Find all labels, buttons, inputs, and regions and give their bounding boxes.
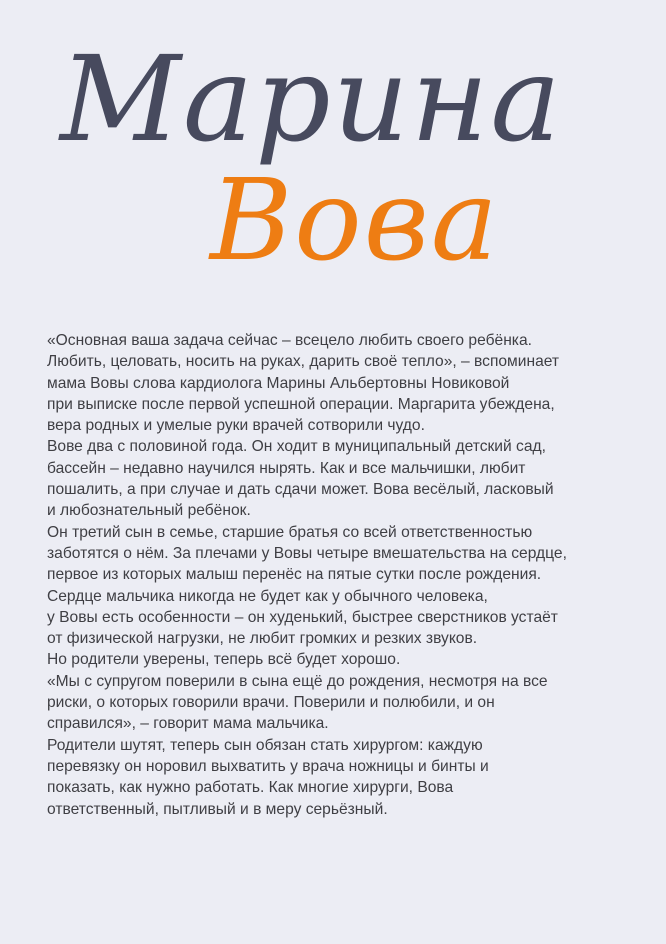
body-line: бассейн – недавно научился нырять. Как и все мальчишки, любит (47, 459, 526, 477)
title-name-vova: Вова (210, 156, 500, 286)
body-line: мама Вовы слова кардиолога Марины Альбертовны Новиковой (47, 374, 510, 392)
body-line: при выписке после первой успешной операции. Маргарита убеждена, (47, 395, 555, 413)
body-line: пошалить, а при случае и дать сдачи может. Вова весёлый, ласковый (47, 481, 554, 499)
title-name-marina: Марина (60, 30, 563, 168)
body-line: перевязку он норовил выхватить у врача ножницы и бинты и (47, 757, 489, 775)
body-line: первое из которых малыш перенёс на пятые сутки после рождения. (47, 566, 542, 584)
title-block (0, 0, 666, 310)
body-line: Вове два с половиной года. Он ходит в муниципальный детский сад, (47, 438, 546, 456)
body-line: справился», – говорит мама мальчика. (47, 715, 329, 733)
body-line: Он третий сын в семье, старшие братья со всей ответственностью (47, 523, 533, 541)
body-line: Родители шутят, теперь сын обязан стать хирургом: каждую (47, 736, 483, 754)
body-line: от физической нагрузки, не любит громких и резких звуков. (47, 630, 478, 648)
body-line: показать, как нужно работать. Как многие хирурги, Вова (47, 779, 454, 797)
body-line: заботятся о нём. За плечами у Вовы четыре вмешательства на сердце, (47, 544, 567, 562)
article-body (47, 330, 627, 820)
body-line: Сердце мальчика никогда не будет как у обычного человека, (47, 587, 488, 605)
body-line: и любознательный ребёнок. (47, 502, 251, 520)
body-line: «Основная ваша задача сейчас – всецело любить своего ребёнка. (47, 332, 532, 349)
body-line: Но родители уверены, теперь всё будет хорошо. (47, 651, 401, 669)
body-line: ответственный, пытливый и в меру серьёзный. (47, 800, 388, 818)
body-line: Любить, целовать, носить на руках, дарить своё тепло», – вспоминает (47, 353, 560, 371)
body-line: риски, о которых говорили врачи. Поверили и полюбили, и он (47, 694, 495, 712)
body-line: «Мы с супругом поверили в сына ещё до рождения, несмотря на все (47, 672, 548, 690)
body-line: у Вовы есть особенности – он худенький, быстрее сверстников устаёт (47, 608, 558, 626)
body-line: вера родных и умелые руки врачей сотворили чудо. (47, 417, 425, 435)
